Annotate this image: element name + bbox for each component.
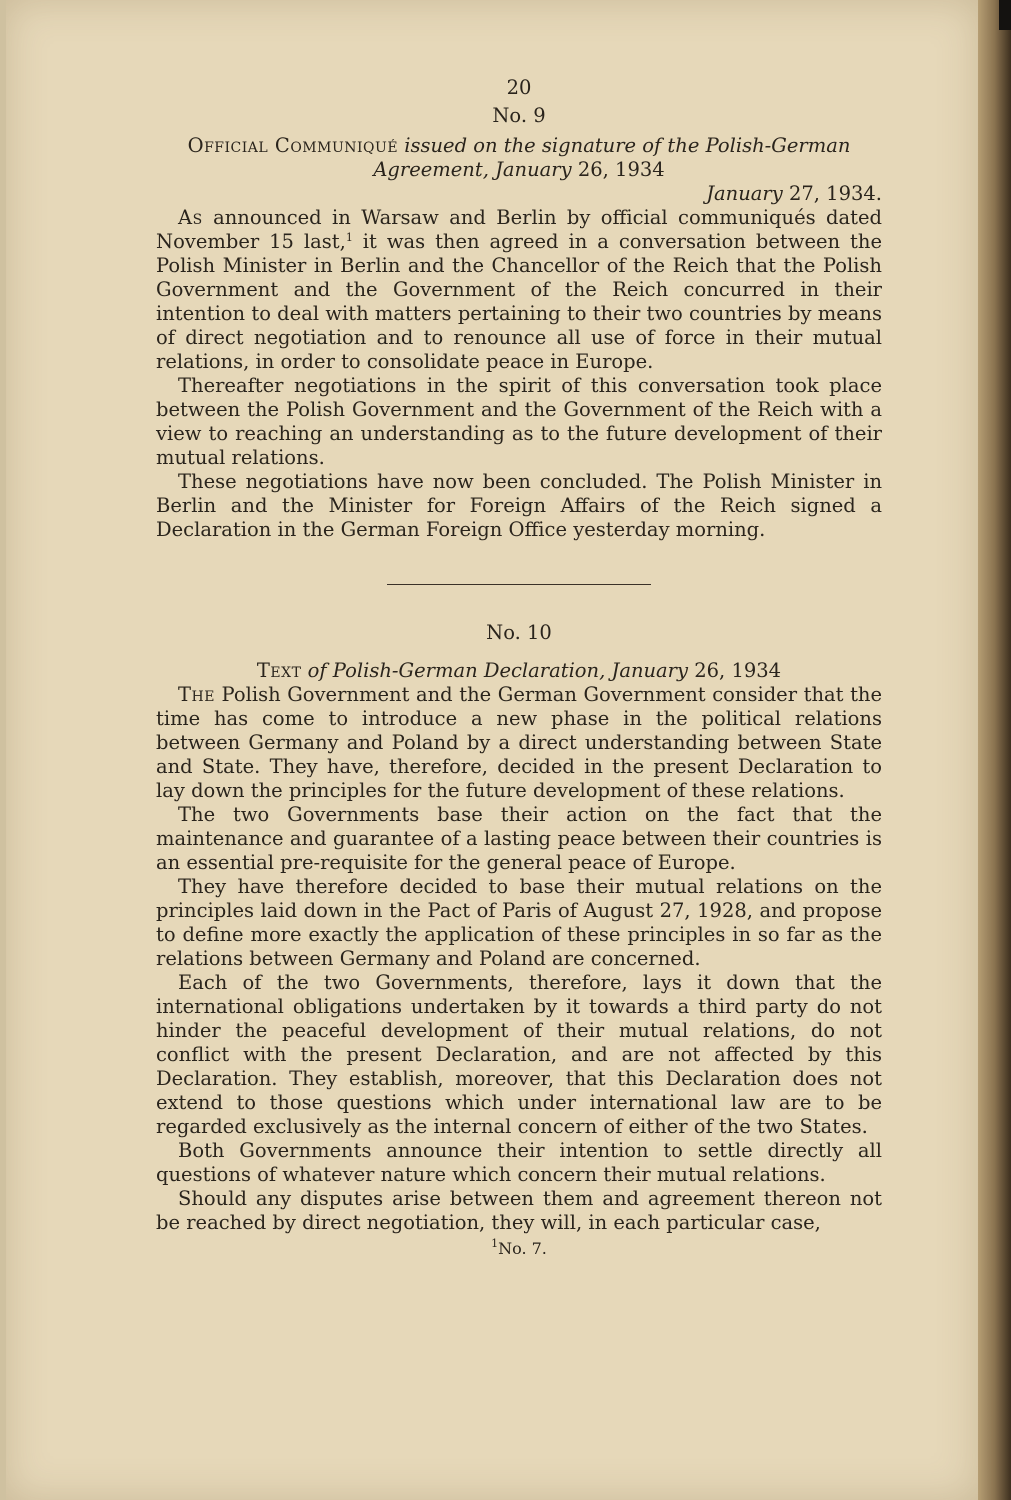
doc10-paragraph-3: They have therefore decided to base their mutual relations on the principles laid down in the Pact of Paris of August 27, 1928, and propose to define more exactly the application of these principles in so far as the relations between Germany and Poland are concerned. [156,875,882,970]
section-divider [387,584,651,585]
doc10-paragraph-6: Should any disputes arise between them and agreement thereon not be reached by direct negotiation, they will, in each particular case, [156,1187,882,1234]
doc9-number: No. 9 [492,104,546,127]
doc10-heading: Text of Polish-German Declaration, January 26, 1934 [256,659,782,682]
page-number: 20 [506,76,532,99]
doc10-number: No. 10 [486,621,552,644]
doc9-paragraph-3: These negotiations have now been concluded. The Polish Minister in Berlin and the Minister for Foreign Affairs of the Reich signed a Declaration in the German Foreign Office yesterday morning. [156,470,882,541]
footnote-ref: 1 [345,231,353,244]
page-content [156,76,882,1261]
doc9-heading: Official Communiqué issued on the signature of the Polish-German Agreement, January 26, 1934 [187,134,851,181]
book-spine [978,0,1011,1500]
doc9-paragraph-1: As announced in Warsaw and Berlin by official communiqués dated November 15 last,$^1$ it was then agreed in a conversation between the Polish Minister in Berlin and the Chancellor of the Reich that the Polish Government and the Government of the Reich concurred in their intention to deal with matters pertaining to their two countries by means of direct negotiation and to renounce all use of force in their mutual relations, in order to consolidate peace in Europe. [156,206,883,373]
doc10-paragraph-4: Each of the two Governments, therefore, lays it down that the international obligations undertaken by it towards a third party do not hinder the peaceful development of their mutual relations, do not conflict with the present Declaration, and are not affected by this Declaration. They establish, moreover, that this Declaration does not extend to those questions which under international law are to be regarded exclusively as the internal concern of either of the two States. [156,971,882,1138]
spine-shadow [999,0,1011,30]
doc10-paragraph-5: Both Governments announce their intention to settle directly all questions of whatever nature which concern their mutual relations. [156,1139,882,1186]
doc9-paragraph-2: Thereafter negotiations in the spirit of this conversation took place between the Polish Government and the Government of the Reich with a view to reaching an understanding as to the future development of their mutual relations. [156,374,882,469]
doc10-paragraph-2: The two Governments base their action on the fact that the maintenance and guarantee of a lasting peace between their countries is an essential pre-requisite for the general peace of Europe. [156,803,882,874]
doc10-paragraph-1: The Polish Government and the German Government consider that the time has come to introduce a new phase in the political relations between Germany and Poland by a direct understanding between State and State. They have, therefore, decided in the present Declaration to lay down the principles for the future development of these relations. [156,683,883,802]
doc9-date: January 27, 1934. [706,182,882,205]
footnote: $^1$No. 7. [491,1237,547,1258]
